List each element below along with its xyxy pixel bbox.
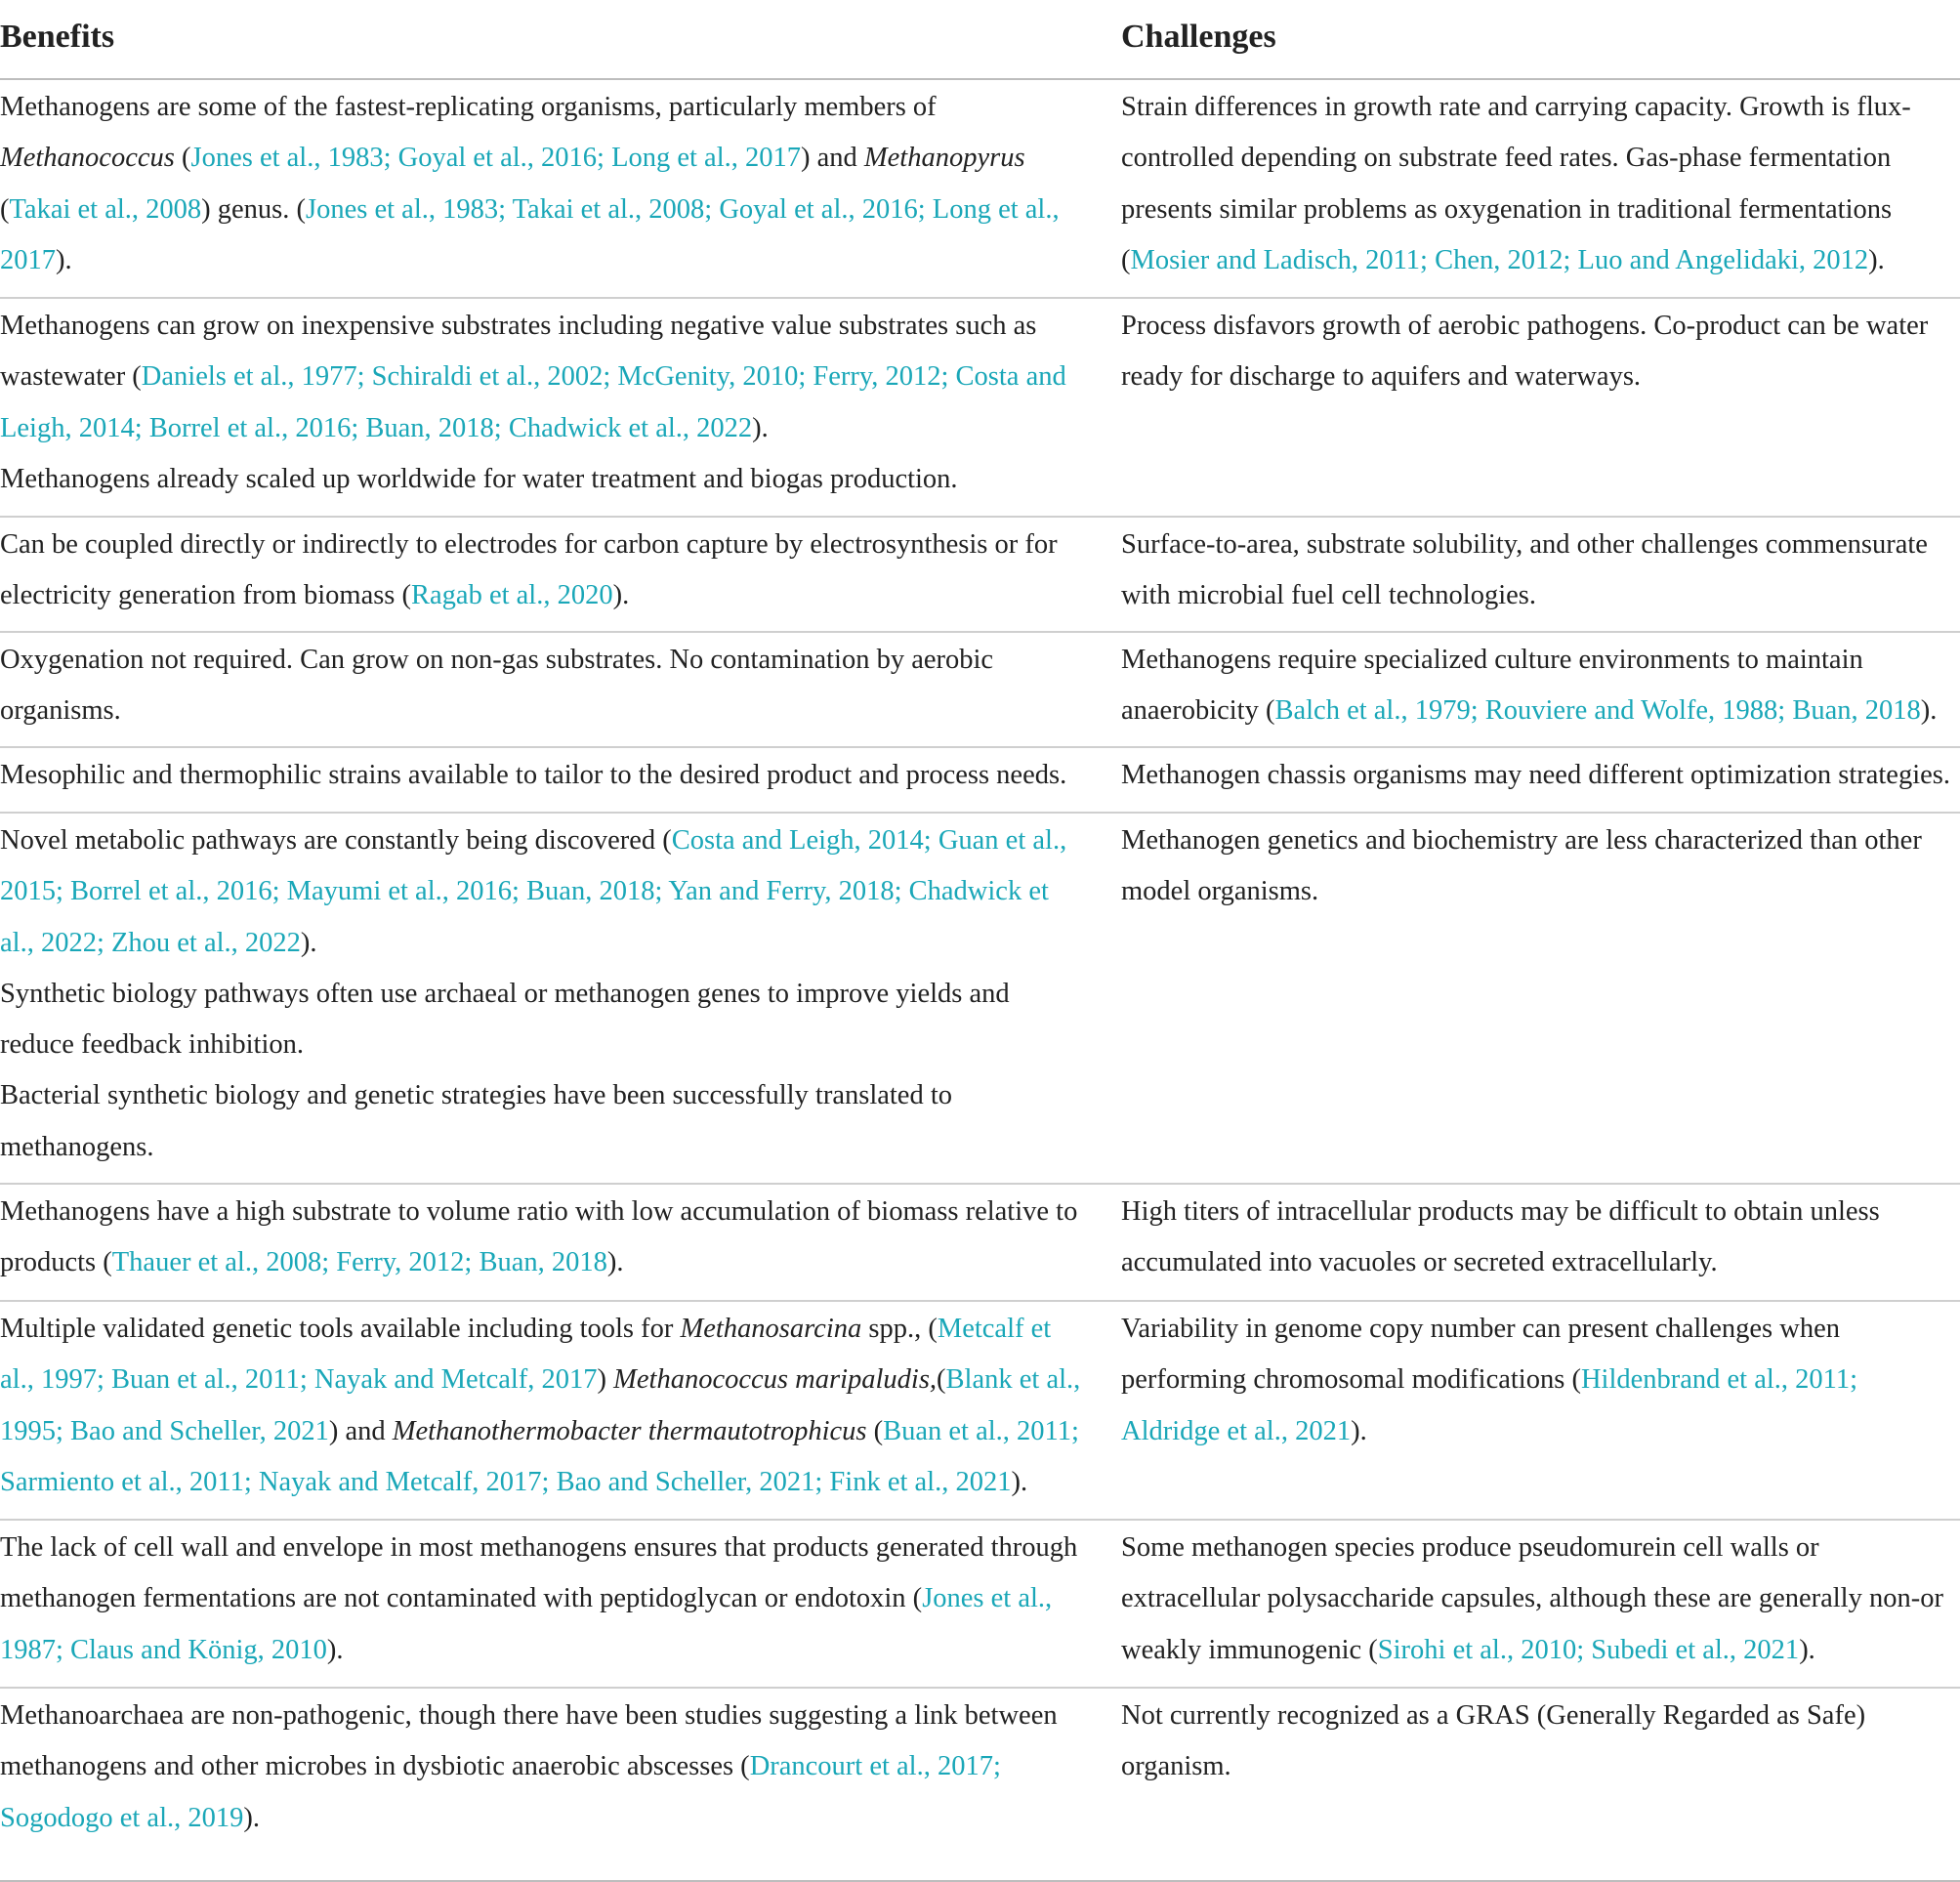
- italic-text: Methanosarcina: [680, 1314, 862, 1344]
- benefits-paragraph: [0, 1304, 1082, 1508]
- challenges-cell: [1121, 517, 1960, 632]
- text-segment: ).: [612, 580, 630, 611]
- header-row: [0, 0, 1960, 79]
- benefits-cell: [0, 1301, 1121, 1520]
- italic-text: Methanothermobacter thermautotrophicus: [392, 1415, 867, 1446]
- benefits-paragraph: [0, 750, 1082, 801]
- text-segment: ).: [606, 1247, 624, 1278]
- text-segment: (: [174, 143, 191, 174]
- text-segment: Some methanogen species produce pseudomurein cell walls or extracellular polysaccharide capsules, although these are generally non-or weakly immunogenic (: [1121, 1532, 1943, 1665]
- text-segment: Methanogen genetics and biochemistry are less characterized than other model organisms.: [1121, 825, 1922, 907]
- italic-text: Methanococcus: [0, 143, 175, 174]
- challenges-paragraph: [1121, 750, 1960, 801]
- text-segment: Bacterial synthetic biology and genetic strategies have been successfully translated to methanogens.: [0, 1080, 952, 1162]
- text-segment: ): [597, 1364, 614, 1396]
- header-benefits: Benefits: [0, 0, 1121, 79]
- benefits-cell: [0, 1520, 1121, 1688]
- benefits-paragraph: [0, 301, 1082, 454]
- text-segment: Methanogens are some of the fastest-replicating organisms, particularly members of: [0, 92, 937, 122]
- citation-link[interactable]: Jones et al., 1983; Takai et al., 2008; Goyal et al., 2016; Long et al., 2017: [0, 193, 1060, 275]
- table-row: [0, 1688, 1960, 1881]
- challenges-cell: [1121, 747, 1960, 813]
- table-row: [0, 632, 1960, 747]
- text-segment: The lack of cell wall and envelope in most methanogens ensures that products generated through methanogen fermentations are not contaminated with peptidoglycan or endotoxin (: [0, 1532, 1078, 1614]
- challenges-paragraph: [1121, 1304, 1960, 1457]
- benefits-cell: [0, 517, 1121, 632]
- challenges-cell: [1121, 1301, 1960, 1520]
- italic-text: Methanococcus maripaludis,: [613, 1364, 938, 1396]
- citation-link[interactable]: Metcalf et al., 1997; Buan et al., 2011; Nayak and Metcalf, 2017: [0, 1314, 1052, 1396]
- italic-text: Methanopyrus: [863, 143, 1025, 174]
- text-segment: Strain differences in growth rate and carrying capacity. Growth is flux-controlled depending on substrate feed rates. Gas-phase fermentation presents similar problems as oxygenation in traditional fermentations (: [1121, 92, 1911, 275]
- challenges-paragraph: [1121, 816, 1960, 918]
- citation-link[interactable]: Ragab et al., 2020: [411, 580, 613, 611]
- header-challenges: Challenges: [1121, 0, 1960, 79]
- benefits-paragraph: [0, 1691, 1082, 1844]
- benefits-cell: [0, 298, 1121, 517]
- text-segment: ).: [1011, 1466, 1028, 1497]
- citation-link[interactable]: Drancourt et al., 2017; Sogodogo et al., 2019: [0, 1751, 1001, 1833]
- challenges-cell: [1121, 813, 1960, 1184]
- benefits-paragraph: [0, 1070, 1082, 1173]
- benefits-paragraph: [0, 454, 1082, 505]
- challenges-cell: [1121, 298, 1960, 517]
- text-segment: Oxygenation not required. Can grow on non-gas substrates. No contamination by aerobic organisms.: [0, 645, 994, 727]
- challenges-cell: [1121, 79, 1960, 298]
- benefits-cell: [0, 632, 1121, 747]
- text-segment: ).: [1920, 695, 1938, 727]
- challenges-cell: [1121, 1184, 1960, 1301]
- citation-link[interactable]: Mosier and Ladisch, 2011; Chen, 2012; Luo and Angelidaki, 2012: [1130, 244, 1869, 275]
- text-segment: Multiple validated genetic tools available including tools for: [0, 1314, 681, 1344]
- table-row: [0, 813, 1960, 1184]
- challenges-cell: [1121, 1520, 1960, 1688]
- citation-link[interactable]: Hildenbrand et al., 2011; Aldridge et al., 2021: [1121, 1364, 1858, 1446]
- benefits-paragraph: [0, 635, 1082, 737]
- benefits-paragraph: [0, 520, 1082, 622]
- text-segment: Methanoarchaea are non-pathogenic, though there have been studies suggesting a link between methanogens and other microbes in dysbiotic anaerobic abscesses (: [0, 1700, 1058, 1782]
- challenges-cell: [1121, 632, 1960, 747]
- text-segment: High titers of intracellular products may be difficult to obtain unless accumulated into vacuoles or secreted extracellularly.: [1121, 1196, 1880, 1278]
- benefits-cell: [0, 1184, 1121, 1301]
- table-row: [0, 298, 1960, 517]
- text-segment: Process disfavors growth of aerobic pathogens. Co-product can be water ready for discharge to aquifers and waterways.: [1121, 311, 1929, 393]
- table-row: [0, 517, 1960, 632]
- benefits-paragraph: [0, 816, 1082, 969]
- challenges-cell: [1121, 1688, 1960, 1881]
- benefits-cell: [0, 813, 1121, 1184]
- text-segment: ) and: [801, 143, 864, 174]
- challenges-paragraph: [1121, 1187, 1960, 1289]
- text-segment: ).: [243, 1802, 260, 1833]
- text-segment: ) and: [328, 1415, 393, 1446]
- text-segment: Synthetic biology pathways often use archaeal or methanogen genes to improve yields and reduce feedback inhibition.: [0, 978, 1010, 1061]
- citation-link[interactable]: Sirohi et al., 2010; Subedi et al., 2021: [1377, 1634, 1800, 1665]
- table-row: [0, 1520, 1960, 1688]
- table-row: [0, 1301, 1960, 1520]
- citation-link[interactable]: Buan et al., 2011; Sarmiento et al., 2011; Nayak and Metcalf, 2017; Bao and Scheller, 2021; Fink et al., 2021: [0, 1415, 1079, 1497]
- benefits-cell: [0, 747, 1121, 813]
- table-row: [0, 1184, 1960, 1301]
- benefits-paragraph: [0, 82, 1082, 286]
- text-segment: Methanogens can grow on inexpensive substrates including negative value substrates such as wastewater (: [0, 311, 1037, 393]
- challenges-paragraph: [1121, 1691, 1960, 1793]
- text-segment: Methanogen chassis organisms may need different optimization strategies.: [1121, 760, 1950, 790]
- text-segment: ).: [300, 927, 317, 958]
- table-row: [0, 747, 1960, 813]
- citation-link[interactable]: Jones et al., 1983; Goyal et al., 2016; Long et al., 2017: [190, 143, 801, 174]
- text-segment: Mesophilic and thermophilic strains available to tailor to the desired product and process needs.: [0, 760, 1067, 790]
- text-segment: Surface-to-area, substrate solubility, and other challenges commensurate with microbial fuel cell technologies.: [1121, 529, 1928, 611]
- challenges-paragraph: [1121, 635, 1960, 737]
- text-segment: Not currently recognized as a GRAS (Generally Regarded as Safe) organism.: [1121, 1700, 1866, 1782]
- text-segment: Methanogens already scaled up worldwide for water treatment and biogas production.: [0, 463, 958, 494]
- table-body: [0, 79, 1960, 1881]
- text-segment: ).: [1351, 1415, 1367, 1446]
- challenges-paragraph: [1121, 1523, 1960, 1676]
- text-segment: (: [937, 1364, 946, 1396]
- citation-link[interactable]: Blank et al., 1995; Bao and Scheller, 2021: [0, 1364, 1081, 1446]
- citation-link[interactable]: Jones et al., 1987; Claus and König, 2010: [0, 1583, 1053, 1665]
- table-row: [0, 79, 1960, 298]
- text-segment: ).: [56, 244, 72, 275]
- citation-link[interactable]: Costa and Leigh, 2014; Guan et al., 2015; Borrel et al., 2016; Mayumi et al., 2016; Buan, 2018; Yan and Ferry, 2018; Chadwick et al., 2022; Zhou et al., 2022: [0, 825, 1067, 958]
- citation-link[interactable]: Takai et al., 2008: [9, 193, 202, 225]
- challenges-paragraph: [1121, 520, 1960, 622]
- text-segment: (: [0, 193, 10, 225]
- text-segment: ).: [1799, 1634, 1815, 1665]
- text-segment: (: [866, 1415, 884, 1446]
- benefits-paragraph: [0, 1523, 1082, 1676]
- citation-link[interactable]: Daniels et al., 1977; Schiraldi et al., 2002; McGenity, 2010; Ferry, 2012; Costa and Leigh, 2014; Borrel et al., 2016; Buan, 2018; Chadwick et al., 2022: [0, 361, 1066, 443]
- citation-link[interactable]: Balch et al., 1979; Rouviere and Wolfe, 1988; Buan, 2018: [1274, 695, 1921, 727]
- text-segment: ).: [1868, 244, 1885, 275]
- benefits-cell: [0, 1688, 1121, 1881]
- text-segment: Variability in genome copy number can present challenges when performing chromosomal modifications (: [1121, 1314, 1841, 1396]
- citation-link[interactable]: Thauer et al., 2008; Ferry, 2012; Buan, 2018: [111, 1247, 607, 1278]
- text-segment: Methanogens have a high substrate to volume ratio with low accumulation of biomass relative to products (: [0, 1196, 1078, 1278]
- text-segment: ).: [326, 1634, 344, 1665]
- text-segment: Novel metabolic pathways are constantly being discovered (: [0, 825, 672, 856]
- text-segment: Methanogens require specialized culture environments to maintain anaerobicity (: [1121, 645, 1863, 727]
- benefits-paragraph: [0, 1187, 1082, 1289]
- text-segment: Can be coupled directly or indirectly to electrodes for carbon capture by electrosynthesis or for electricity generation from biomass (: [0, 529, 1058, 611]
- text-segment: ) genus. (: [201, 193, 307, 225]
- text-segment: ).: [752, 412, 769, 443]
- benefits-paragraph: [0, 969, 1082, 1071]
- challenges-paragraph: [1121, 301, 1960, 403]
- benefits-cell: [0, 79, 1121, 298]
- text-segment: spp., (: [861, 1314, 938, 1344]
- challenges-paragraph: [1121, 82, 1960, 286]
